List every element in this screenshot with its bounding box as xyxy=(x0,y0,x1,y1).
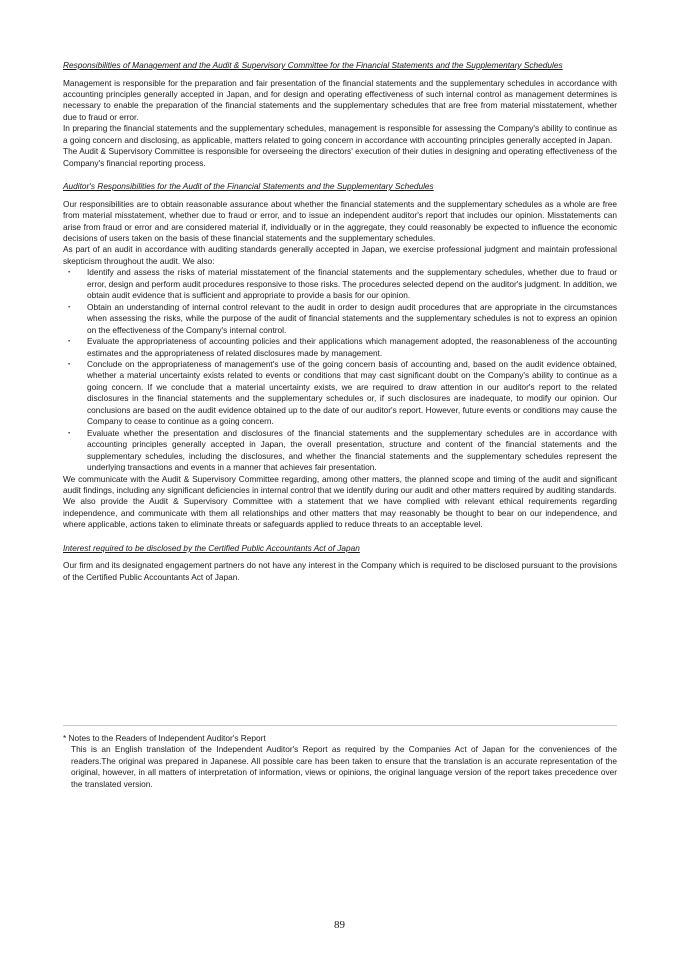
paragraph: We also provide the Audit & Supervisory Committee with a statement that we have complied with relevant ethical requirements regarding independence, and communicate with them all relationships and other matters that may reasonably be thought to bear on our independence, and where applicable, actions taken to eliminate threats or safeguards applied to reduce threats to an acceptable level. xyxy=(63,496,617,530)
section-heading-management-responsibilities: Responsibilities of Management and the Audit & Supervisory Committee for the Financial Statements and the Supplementary Schedules xyxy=(63,60,563,70)
paragraph: As part of an audit in accordance with auditing standards generally accepted in Japan, we exercise professional judgment and maintain professional skepticism throughout the audit. We also: xyxy=(63,244,617,266)
list-item xyxy=(63,428,617,474)
list-item xyxy=(63,302,617,336)
paragraph: The Audit & Supervisory Committee is responsible for overseeing the directors' execution of their duties in designing and operating effectiveness of the Company's financial reporting process. xyxy=(63,146,617,168)
list-item-text: Conclude on the appropriateness of management's use of the going concern basis of accounting and, based on the audit evidence obtained, whether a material uncertainty exists related to events or conditions that may cast significant doubt on the Company's ability to continue as a going concern. If we conclude that a material uncertainty exists, we are required to draw attention in our auditor's report to the related disclosures in the financial statements and the supplementary schedules or, if such disclosures are inadequate, to modify our opinion. Our conclusions are based on the audit evidence obtained up to the date of our auditor's report. However, future events or conditions may cause the Company to cease to continue as a going concern. xyxy=(87,358,617,427)
notes-body: This is an English translation of the Independent Auditor's Report as required by the Companies Act of Japan for the conveniences of the readers.The original was prepared in Japanese. All possible care has been taken to ensure that the translation is an accurate representation of the original, however, in all matters of interpretation of information, views or opinions, the original language version of the report takes precedence over the translated version. xyxy=(71,744,617,789)
section-heading-auditor-responsibilities: Auditor's Responsibilities for the Audit of the Financial Statements and the Supplementary Schedules xyxy=(63,181,434,192)
list-item-text: Evaluate whether the presentation and disclosures of the financial statements and the supplementary schedules are in accordance with accounting principles generally accepted in Japan, the overall presentation, structure and content of the financial statements and the supplementary schedules, including the disclosures, and whether the financial statements and the supplementary schedules represent the underlying transactions and events in a manner that achieves fair presentation. xyxy=(87,427,617,473)
section-heading-interest-disclosure: Interest required to be disclosed by the Certified Public Accountants Act of Japan xyxy=(63,542,360,553)
bullet-icon: ・ xyxy=(65,267,74,278)
list-item-text: Identify and assess the risks of material misstatement of the financial statements and the supplementary schedules, whether due to fraud or error, design and perform audit procedures responsive to those risks. The procedures selected depend on the auditor's judgment. In addition, we obtain audit evidence that is sufficient and appropriate to provide a basis for our opinion. xyxy=(87,267,617,301)
list-item xyxy=(63,267,617,301)
bullet-list xyxy=(63,267,617,473)
list-item-text: Evaluate the appropriateness of accounting policies and their applications which management adopted, the reasonableness of the accounting estimates and the appropriateness of related disclosures made by management. xyxy=(87,336,617,358)
paragraph: We communicate with the Audit & Supervisory Committee regarding, among other matters, the planned scope and timing of the audit and significant audit findings, including any significant deficiencies in internal control that we identify during our audit and other matters required by auditing standards. xyxy=(63,473,617,495)
bullet-icon: ・ xyxy=(65,336,74,347)
bullet-icon: ・ xyxy=(65,427,74,438)
notes-divider xyxy=(63,725,617,726)
bullet-icon: ・ xyxy=(65,358,74,369)
paragraph: Management is responsible for the preparation and fair presentation of the financial statements and the supplementary schedules in accordance with accounting principles generally accepted in Japan, and for design and operating effectiveness of such internal control as management determines is necessary to enable the preparation of the financial statements and the supplementary schedules that are free from material misstatement, whether due to fraud or error. xyxy=(63,77,617,122)
paragraph: Our responsibilities are to obtain reasonable assurance about whether the financial statements and the supplementary schedules as a whole are free from material misstatement, whether due to fraud or error, and to issue an independent auditor's report that includes our opinion. Misstatements can arise from fraud or error and are considered material if, individually or in the aggregate, they could reasonably be expected to influence the economic decisions of users taken on the basis of these financial statements and the supplementary schedules. xyxy=(63,198,617,243)
paragraph: Our firm and its designated engagement partners do not have any interest in the Company which is required to be disclosed pursuant to the provisions of the Certified Public Accountants Act of Japan. xyxy=(63,560,617,582)
page-number: 89 xyxy=(334,919,345,931)
report-body xyxy=(63,60,617,583)
list-item xyxy=(63,359,617,428)
translation-notes xyxy=(63,733,617,790)
paragraph: In preparing the financial statements and the supplementary schedules, management is responsible for assessing the Company's ability to continue as a going concern and disclosing, as applicable, matters related to going concern in accordance with accounting principles generally accepted in Japan. xyxy=(63,123,617,145)
list-item xyxy=(63,336,617,359)
bullet-icon: ・ xyxy=(65,301,74,312)
notes-title: * Notes to the Readers of Independent Auditor's Report xyxy=(63,733,266,743)
list-item-text: Obtain an understanding of internal control relevant to the audit in order to design audit procedures that are appropriate in the circumstances when assessing the risks, while the purpose of the audit of financial statements and the supplementary schedules is not to express an opinion on the effectiveness of the Company's internal control. xyxy=(87,301,617,335)
